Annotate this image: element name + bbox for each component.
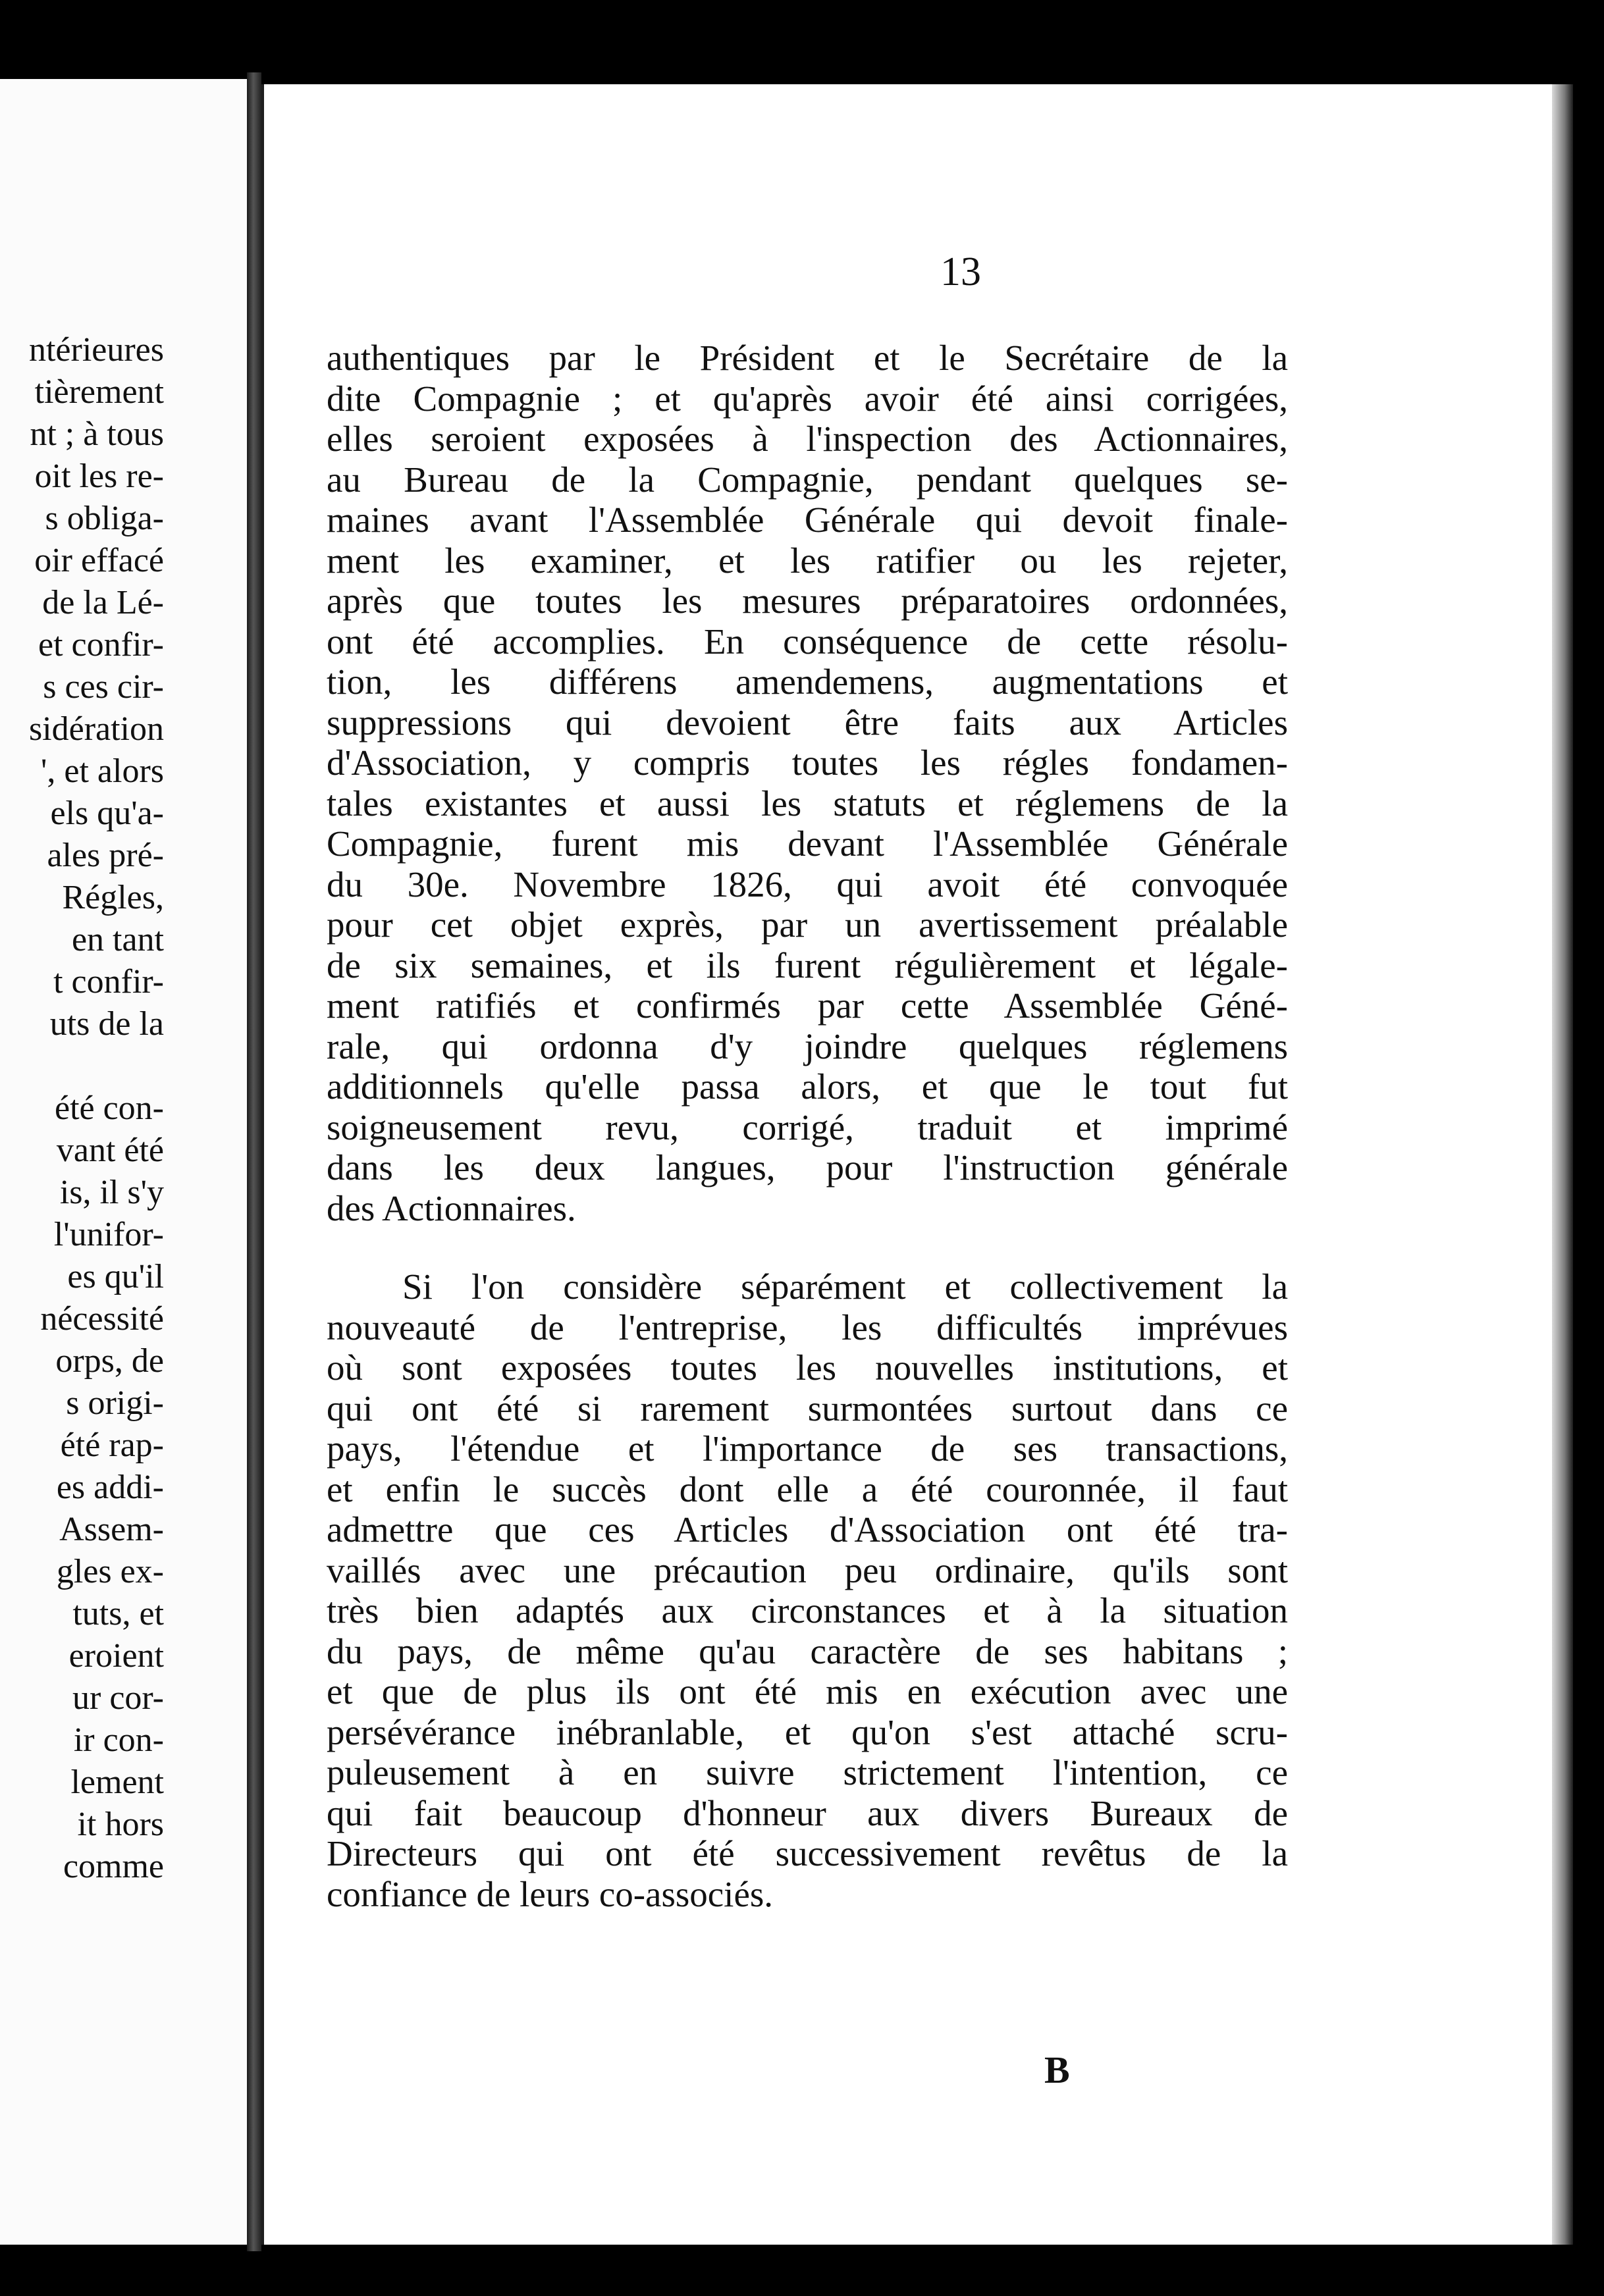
left-page-line: tièrement: [34, 373, 164, 411]
text-line: des Actionnaires.: [327, 1187, 576, 1228]
page-number: 13: [940, 249, 981, 294]
text-line: ment les examiner, et les ratifier ou les rejeter,: [327, 540, 1288, 581]
text-line: admettre que ces Articles d'Association ont été tra-: [327, 1509, 1288, 1550]
text-line: rale, qui ordonna d'y joindre quelques réglemens: [327, 1026, 1288, 1066]
left-page-line: orps, de: [55, 1342, 164, 1380]
left-page-line: l'unifor-: [53, 1216, 164, 1253]
text-line: authentiques par le Président et le Secrétaire de la: [327, 338, 1288, 378]
left-page-line: s obliga-: [45, 500, 164, 537]
left-page-line: et confir-: [38, 626, 164, 664]
text-line: d'Association, y compris toutes les régles fondamen-: [327, 743, 1288, 783]
page-gutter: [247, 72, 261, 2251]
text-line: ont été accomplies. En conséquence de cette résolu-: [327, 621, 1288, 662]
left-page-line: lement: [70, 1763, 164, 1801]
page-edge: [1552, 84, 1573, 2245]
text-line: dans les deux langues, pour l'instruction générale: [327, 1147, 1288, 1187]
text-line: pays, l'étendue et l'importance de ses transactions,: [327, 1428, 1288, 1469]
text-line: et enfin le succès dont elle a été couronnée, il faut: [327, 1469, 1288, 1509]
book-page: [261, 84, 1552, 2245]
left-page-line: is, il s'y: [59, 1174, 164, 1211]
text-line: de six semaines, et ils furent régulièrement et légale-: [327, 945, 1288, 985]
left-page-line: it hors: [77, 1806, 164, 1843]
text-line: au Bureau de la Compagnie, pendant quelques se-: [327, 459, 1288, 500]
text-line: très bien adaptés aux circonstances et à la situation: [327, 1590, 1288, 1631]
left-page-line: tuts, et: [72, 1595, 164, 1632]
paragraph-1: [327, 338, 1288, 1228]
text-line: Si l'on considère séparément et collectivement la: [402, 1266, 1288, 1307]
signature-mark: B: [1044, 2048, 1070, 2091]
left-page-line: été con-: [54, 1089, 164, 1127]
left-page-line: ntérieures: [28, 331, 164, 369]
left-page-line: oir effacé: [34, 542, 164, 579]
left-page-line: Assem-: [59, 1511, 164, 1548]
left-page-line: els qu'a-: [50, 795, 164, 832]
paragraph-2: [327, 1266, 1288, 1914]
text-line: Compagnie, furent mis devant l'Assemblée Générale: [327, 823, 1288, 864]
left-page-text: [0, 329, 164, 1888]
left-page-line: eroient: [68, 1637, 164, 1675]
text-line: confiance de leurs co-associés.: [327, 1873, 774, 1914]
left-page-line: vant été: [56, 1132, 164, 1169]
text-line: qui ont été si rarement surmontées surtout dans ce: [327, 1388, 1288, 1428]
paragraph-gap: [327, 1228, 1288, 1266]
left-page-line: sidération: [28, 710, 164, 748]
left-page-line: nécessité: [40, 1300, 164, 1338]
left-page-fragment: [0, 79, 247, 2245]
text-line: persévérance inébranlable, et qu'on s'est attaché scru-: [327, 1711, 1288, 1752]
text-line: vaillés avec une précaution peu ordinaire, qu'ils sont: [327, 1550, 1288, 1590]
text-line: après que toutes les mesures préparatoires ordonnées,: [327, 581, 1288, 621]
text-line: où sont exposées toutes les nouvelles institutions, et: [327, 1347, 1288, 1388]
left-page-line: es addi-: [56, 1469, 164, 1506]
left-page-line: ales pré-: [47, 837, 164, 874]
text-line: qui fait beaucoup d'honneur aux divers Bureaux de: [327, 1792, 1288, 1833]
text-line: nouveauté de l'entreprise, les difficultés imprévues: [327, 1307, 1288, 1347]
left-page-line: ur cor-: [72, 1679, 164, 1717]
text-line: Directeurs qui ont été successivement revêtus de la: [327, 1833, 1288, 1873]
text-line: dite Compagnie ; et qu'après avoir été ainsi corrigées,: [327, 378, 1288, 419]
text-line: additionnels qu'elle passa alors, et que le tout fut: [327, 1066, 1288, 1107]
text-line: et que de plus ils ont été mis en exécution avec une: [327, 1671, 1288, 1711]
text-line: du pays, de même qu'au caractère de ses habitans ;: [327, 1631, 1288, 1671]
text-line: tion, les différens amendemens, augmentations et: [327, 662, 1288, 702]
left-page-line: oit les re-: [34, 457, 164, 495]
left-page-line: s origi-: [66, 1384, 164, 1422]
text-line: ment ratifiés et confirmés par cette Assemblée Géné-: [327, 985, 1288, 1026]
left-page-line: t confir-: [53, 963, 164, 1001]
left-page-line: comme: [63, 1848, 164, 1885]
left-page-line: en tant: [71, 921, 164, 958]
text-line: pour cet objet exprès, par un avertissement préalable: [327, 904, 1288, 945]
text-line: tales existantes et aussi les statuts et réglemens de la: [327, 783, 1288, 823]
text-line: suppressions qui devoient être faits aux Articles: [327, 702, 1288, 743]
left-page-line: de la Lé-: [42, 584, 164, 621]
text-line: maines avant l'Assemblée Générale qui devoit finale-: [327, 500, 1288, 540]
left-page-line: gles ex-: [56, 1553, 164, 1590]
left-page-line: es qu'il: [67, 1258, 164, 1295]
left-page-line: s ces cir-: [43, 668, 164, 706]
text-line: puleusement à en suivre strictement l'intention, ce: [327, 1752, 1288, 1792]
text-line: elles seroient exposées à l'inspection des Actionnaires,: [327, 419, 1288, 459]
left-page-line: Régles,: [62, 879, 164, 916]
left-page-line: ', et alors: [41, 752, 164, 790]
left-page-line: nt ; à tous: [30, 415, 164, 453]
left-page-line: ir con-: [73, 1721, 164, 1759]
left-page-line: uts de la: [49, 1005, 164, 1043]
left-page-line: été rap-: [60, 1426, 164, 1464]
page-body: [327, 338, 1288, 1914]
text-line: du 30e. Novembre 1826, qui avoit été convoquée: [327, 864, 1288, 904]
text-line: soigneusement revu, corrigé, traduit et imprimé: [327, 1107, 1288, 1147]
left-page-line: [0, 1045, 164, 1087]
